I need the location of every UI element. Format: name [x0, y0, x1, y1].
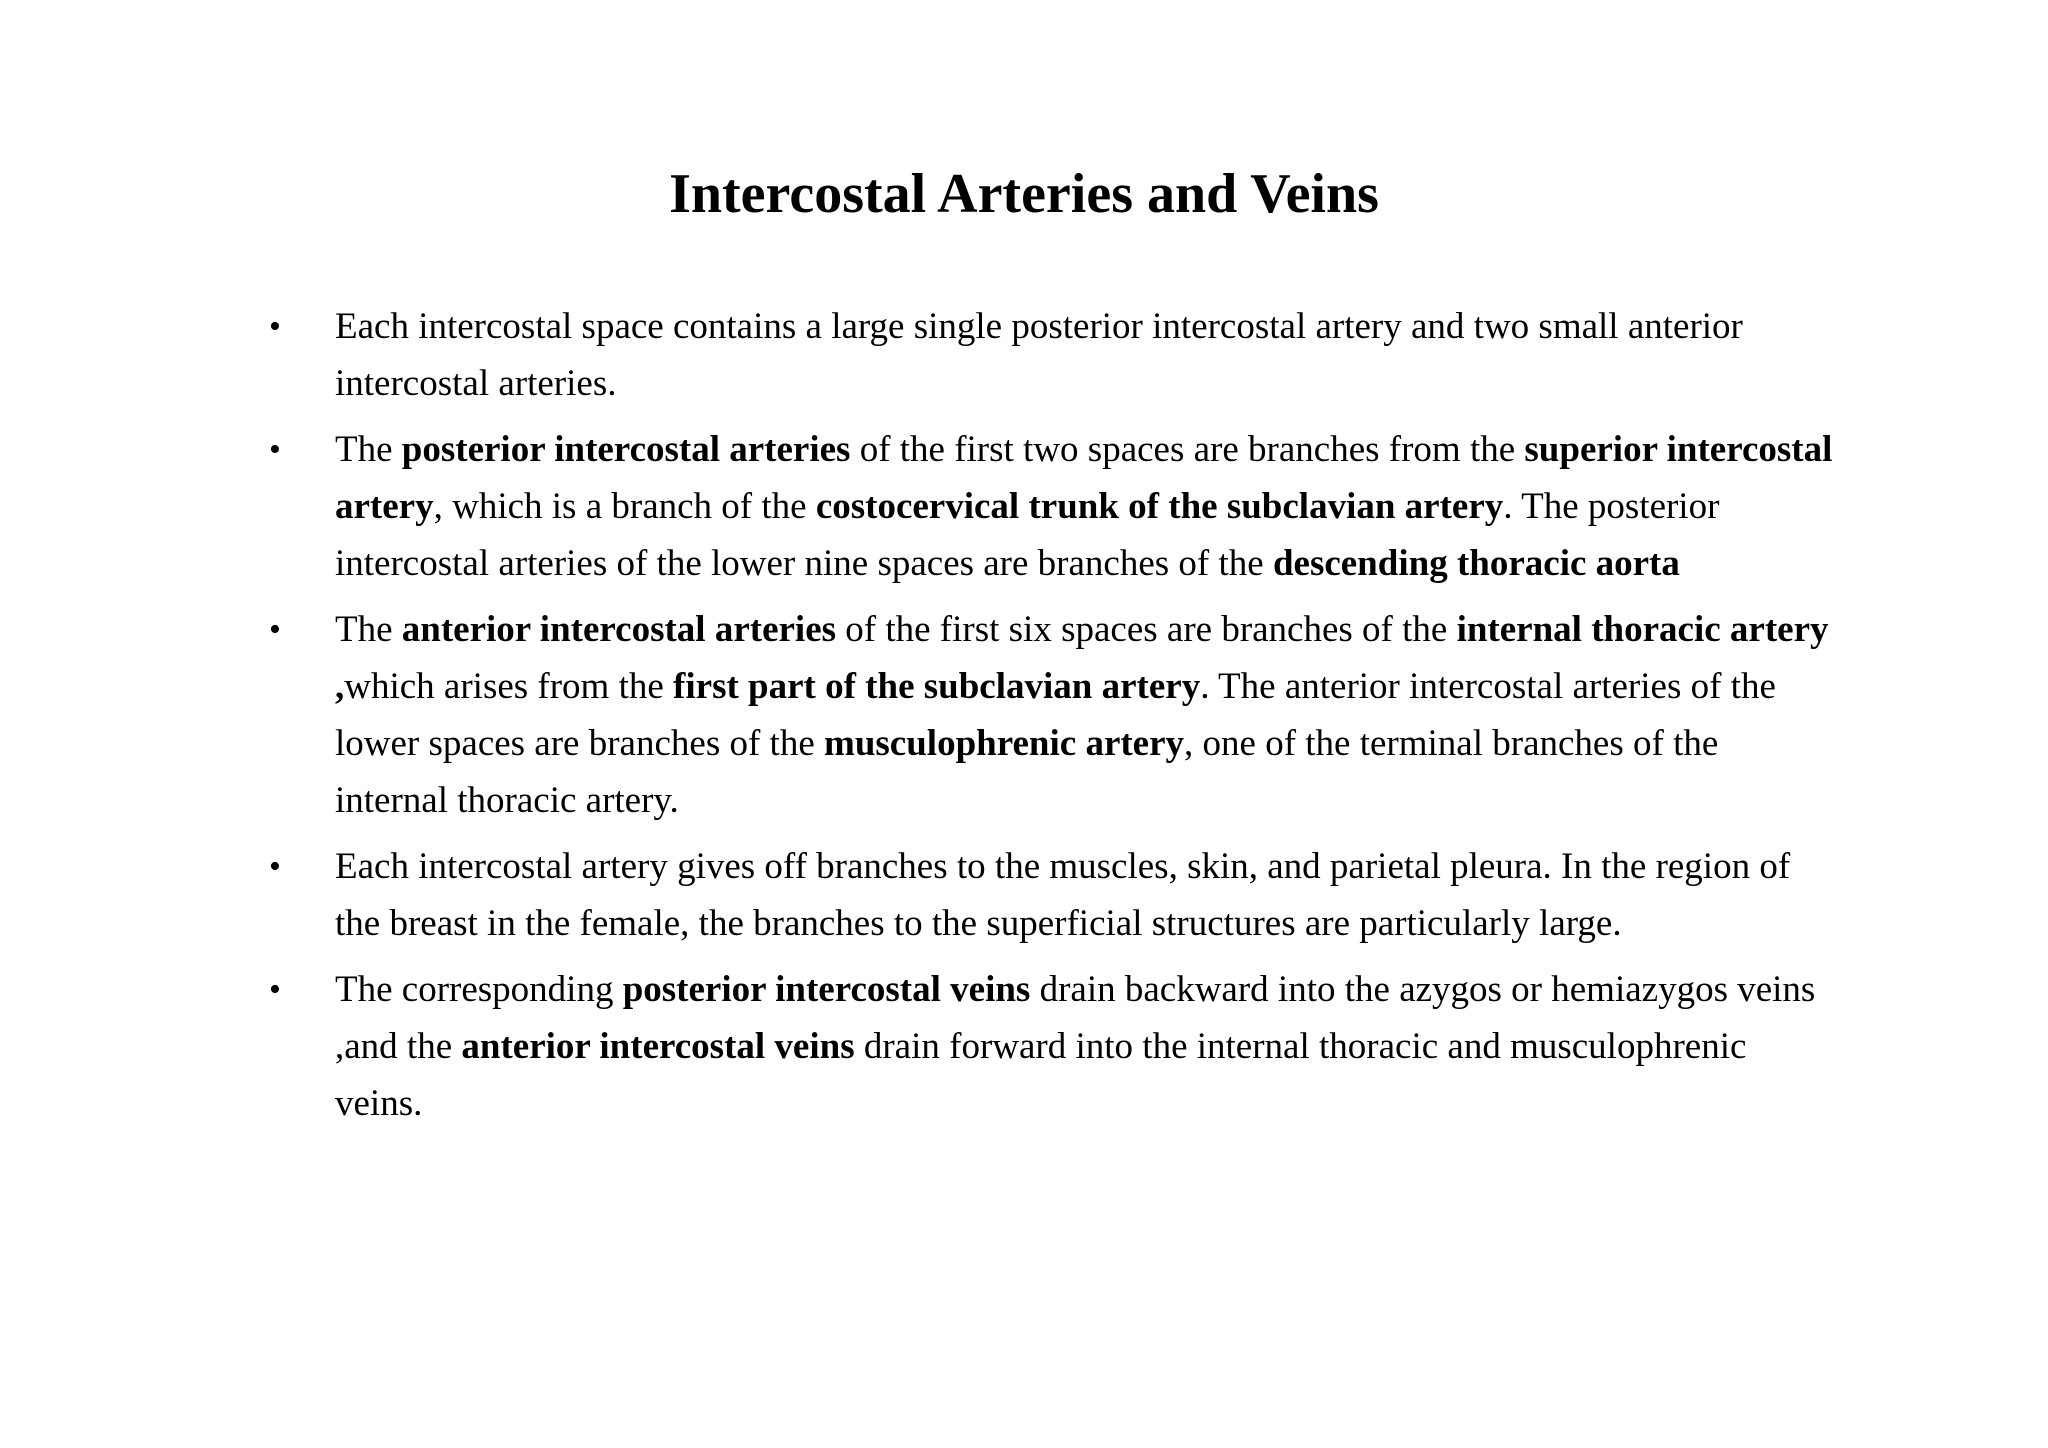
page-title: Intercostal Arteries and Veins	[669, 163, 1379, 225]
bullet-icon: •	[269, 971, 281, 1008]
run: . The posterior intercostal arteries of the lower nine spaces are branches of the	[335, 486, 1720, 584]
bullet-item-5	[255, 961, 1835, 1132]
bold-term: costocervical trunk of the subclavian artery	[815, 486, 1504, 527]
run: The	[335, 429, 402, 470]
run: The corresponding	[335, 969, 623, 1010]
run: Each intercostal space contains a large single posterior intercostal artery and two small anterior intercostal arteries.	[335, 306, 1743, 404]
bold-term: internal thoracic artery ,	[335, 609, 1829, 707]
bullet-icon: •	[269, 308, 281, 345]
bullet-icon: •	[269, 611, 281, 648]
run: drain forward into the internal thoracic and musculophrenic veins.	[335, 1026, 1747, 1124]
bullet-list	[255, 298, 1835, 1141]
bullet-item-1	[255, 298, 1835, 412]
bullet-icon: •	[269, 848, 281, 885]
bold-term: anterior intercostal arteries	[401, 609, 837, 650]
run: The	[335, 609, 402, 650]
run: Each intercostal artery gives off branches to the muscles, skin, and parietal pleura. In the region of the breast in the female, the branches to the superficial structures are particularly large.	[335, 846, 1791, 944]
bold-term: posterior intercostal arteries	[401, 429, 851, 470]
bold-term: musculophrenic artery	[824, 723, 1185, 764]
run: of the first two spaces are branches from the	[850, 429, 1525, 470]
bullet-item-4	[255, 838, 1835, 952]
run: which arises from the	[344, 666, 674, 707]
bold-term: anterior intercostal veins	[461, 1026, 855, 1067]
bold-term: superior intercostal artery	[335, 429, 1833, 527]
run: , one of the terminal branches of the internal thoracic artery.	[335, 723, 1719, 821]
run: drain backward into the azygos or hemiazygos veins ,and the	[335, 969, 1816, 1067]
bold-term: posterior intercostal veins	[622, 969, 1031, 1010]
run: , which is a branch of the	[433, 486, 816, 527]
bullet-icon: •	[269, 431, 281, 468]
bold-term: descending thoracic aorta	[1272, 543, 1680, 584]
bold-term: first part of the subclavian artery	[673, 666, 1201, 707]
bullet-item-3	[255, 601, 1835, 829]
run: . The anterior intercostal arteries of the lower spaces are branches of the	[335, 666, 1776, 764]
bullet-item-2	[255, 421, 1835, 592]
run: of the first six spaces are branches of the	[836, 609, 1457, 650]
